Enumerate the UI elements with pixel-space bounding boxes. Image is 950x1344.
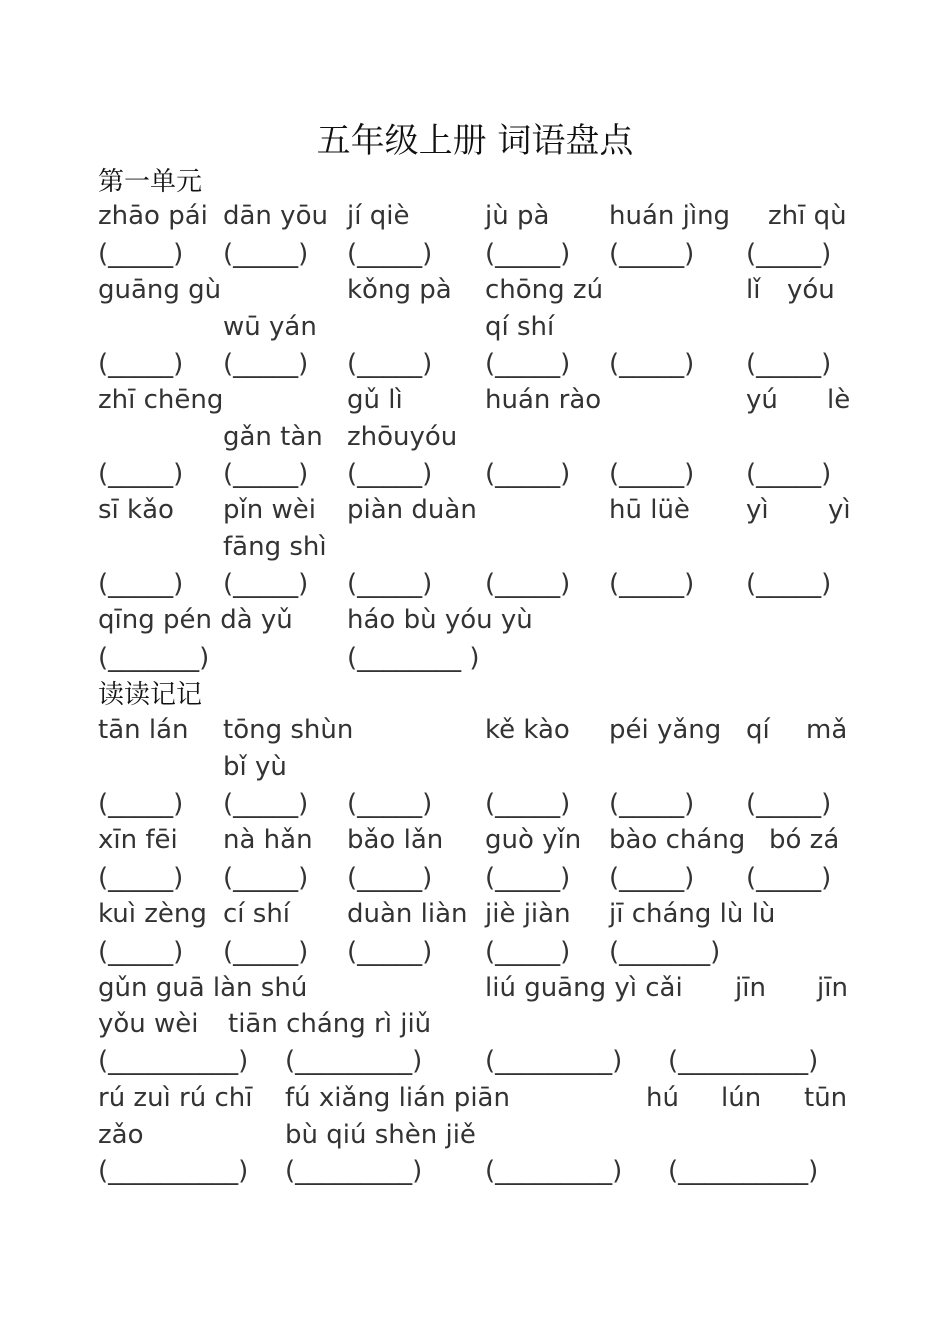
- answer-blank[interactable]: (__________): [668, 1156, 819, 1186]
- section-heading-readings: 读读记记: [98, 680, 203, 710]
- answer-blank[interactable]: (_____): [485, 789, 571, 819]
- pinyin-word: piàn duàn: [347, 495, 477, 525]
- answer-blank[interactable]: (_________): [285, 1046, 423, 1076]
- answer-blank[interactable]: (_____): [746, 569, 832, 599]
- pinyin-word: zhāo pái: [98, 201, 208, 231]
- answer-blank[interactable]: (_____): [609, 239, 695, 269]
- pinyin-word: huán jìng: [609, 201, 731, 231]
- answer-blank[interactable]: (_____): [223, 863, 309, 893]
- pinyin-word: zǎo: [98, 1120, 144, 1150]
- pinyin-word: gǔ lì: [347, 385, 403, 415]
- pinyin-word: guāng gù: [98, 275, 222, 305]
- pinyin-word: hú: [646, 1083, 679, 1113]
- pinyin-word: guò yǐn: [485, 825, 582, 855]
- pinyin-word: jí qiè: [347, 201, 410, 231]
- pinyin-word: yú: [746, 385, 778, 415]
- pinyin-word: lǐ: [746, 275, 761, 305]
- pinyin-word: gǔn guā làn shú: [98, 973, 308, 1003]
- pinyin-word: pǐn wèi: [223, 495, 316, 525]
- pinyin-word: chōng zú: [485, 275, 604, 305]
- pinyin-word: zhī qù: [768, 201, 847, 231]
- answer-blank[interactable]: (________ ): [347, 643, 480, 673]
- answer-blank[interactable]: (__________): [668, 1046, 819, 1076]
- pinyin-word: gǎn tàn: [223, 422, 323, 452]
- answer-blank[interactable]: (_____): [609, 569, 695, 599]
- answer-blank[interactable]: (_____): [98, 349, 184, 379]
- pinyin-word: jī cháng lù lù: [609, 899, 776, 929]
- answer-blank[interactable]: (_____): [223, 349, 309, 379]
- answer-blank[interactable]: (_______): [98, 643, 210, 673]
- section-heading-unit1: 第一单元: [98, 167, 203, 197]
- pinyin-word: fú xiǎng lián piān: [285, 1083, 510, 1113]
- pinyin-word: sī kǎo: [98, 495, 174, 525]
- answer-blank[interactable]: (_____): [347, 863, 433, 893]
- answer-blank[interactable]: (_____): [223, 569, 309, 599]
- pinyin-word: qí: [746, 715, 770, 745]
- pinyin-word: lè: [827, 385, 851, 415]
- pinyin-word: tūn: [804, 1083, 848, 1113]
- pinyin-word: kě kào: [485, 715, 570, 745]
- pinyin-word: xīn fēi: [98, 825, 178, 855]
- answer-blank[interactable]: (_____): [609, 863, 695, 893]
- pinyin-word: liú guāng yì cǎi: [485, 973, 683, 1003]
- pinyin-word: péi yǎng: [609, 715, 722, 745]
- pinyin-word: fāng shì: [223, 532, 327, 562]
- answer-blank[interactable]: (_____): [347, 239, 433, 269]
- pinyin-word: zhī chēng: [98, 385, 224, 415]
- answer-blank[interactable]: (_____): [98, 239, 184, 269]
- answer-blank[interactable]: (_____): [347, 459, 433, 489]
- pinyin-word: bǐ yù: [223, 752, 287, 782]
- pinyin-word: jù pà: [485, 201, 550, 231]
- answer-blank[interactable]: (_____): [98, 863, 184, 893]
- answer-blank[interactable]: (__________): [98, 1046, 249, 1076]
- pinyin-word: jiè jiàn: [485, 899, 571, 929]
- answer-blank[interactable]: (_____): [485, 349, 571, 379]
- pinyin-word: bù qiú shèn jiě: [285, 1120, 476, 1150]
- pinyin-word: tān lán: [98, 715, 189, 745]
- pinyin-word: huán rào: [485, 385, 602, 415]
- answer-blank[interactable]: (_____): [746, 459, 832, 489]
- answer-blank[interactable]: (_____): [746, 863, 832, 893]
- answer-blank[interactable]: (_____): [485, 239, 571, 269]
- page-title: 五年级上册 词语盘点: [316, 121, 634, 161]
- answer-blank[interactable]: (_____): [485, 863, 571, 893]
- pinyin-word: kuì zèng: [98, 899, 207, 929]
- pinyin-word: tiān cháng rì jiǔ: [228, 1009, 432, 1039]
- answer-blank[interactable]: (_____): [347, 349, 433, 379]
- answer-blank[interactable]: (_____): [485, 937, 571, 967]
- answer-blank[interactable]: (_____): [609, 349, 695, 379]
- pinyin-word: yǒu wèi: [98, 1009, 199, 1039]
- pinyin-word: duàn liàn: [347, 899, 468, 929]
- pinyin-word: bó zá: [769, 825, 840, 855]
- answer-blank[interactable]: (_____): [347, 789, 433, 819]
- pinyin-word: bǎo lǎn: [347, 825, 444, 855]
- answer-blank[interactable]: (_____): [98, 459, 184, 489]
- pinyin-word: kǒng pà: [347, 275, 452, 305]
- answer-blank[interactable]: (_____): [609, 459, 695, 489]
- pinyin-word: qīng pén dà yǔ: [98, 605, 293, 635]
- pinyin-word: tōng shùn: [223, 715, 354, 745]
- pinyin-word: qí shí: [485, 312, 555, 342]
- pinyin-word: jīn: [735, 973, 766, 1003]
- pinyin-word: bào cháng: [609, 825, 746, 855]
- answer-blank[interactable]: (_____): [609, 789, 695, 819]
- pinyin-word: dān yōu: [223, 201, 328, 231]
- answer-blank[interactable]: (_____): [347, 569, 433, 599]
- pinyin-word: mǎ: [806, 715, 848, 745]
- answer-blank[interactable]: (_________): [485, 1046, 623, 1076]
- answer-blank[interactable]: (_____): [746, 789, 832, 819]
- answer-blank[interactable]: (_____): [347, 937, 433, 967]
- answer-blank[interactable]: (_____): [98, 789, 184, 819]
- answer-blank[interactable]: (_____): [746, 349, 832, 379]
- pinyin-word: rú zuì rú chī: [98, 1083, 253, 1113]
- answer-blank[interactable]: (_____): [98, 569, 184, 599]
- pinyin-word: jīn: [817, 973, 848, 1003]
- answer-blank[interactable]: (_____): [223, 459, 309, 489]
- pinyin-word: cí shí: [223, 899, 291, 929]
- answer-blank[interactable]: (_____): [485, 569, 571, 599]
- pinyin-word: yì: [746, 495, 769, 525]
- answer-blank[interactable]: (_________): [285, 1156, 423, 1186]
- answer-blank[interactable]: (__________): [98, 1156, 249, 1186]
- pinyin-word: wū yán: [223, 312, 317, 342]
- answer-blank[interactable]: (_______): [609, 937, 721, 967]
- answer-blank[interactable]: (_____): [746, 239, 832, 269]
- answer-blank[interactable]: (_____): [223, 789, 309, 819]
- answer-blank[interactable]: (_____): [485, 459, 571, 489]
- answer-blank[interactable]: (_____): [98, 937, 184, 967]
- pinyin-word: yì: [828, 495, 851, 525]
- pinyin-word: háo bù yóu yù: [347, 605, 533, 635]
- answer-blank[interactable]: (_____): [223, 239, 309, 269]
- pinyin-word: zhōuyóu: [347, 422, 458, 452]
- pinyin-word: lún: [721, 1083, 762, 1113]
- pinyin-word: nà hǎn: [223, 825, 313, 855]
- pinyin-word: hū lüè: [609, 495, 690, 525]
- answer-blank[interactable]: (_________): [485, 1156, 623, 1186]
- answer-blank[interactable]: (_____): [223, 937, 309, 967]
- pinyin-word: yóu: [787, 275, 835, 305]
